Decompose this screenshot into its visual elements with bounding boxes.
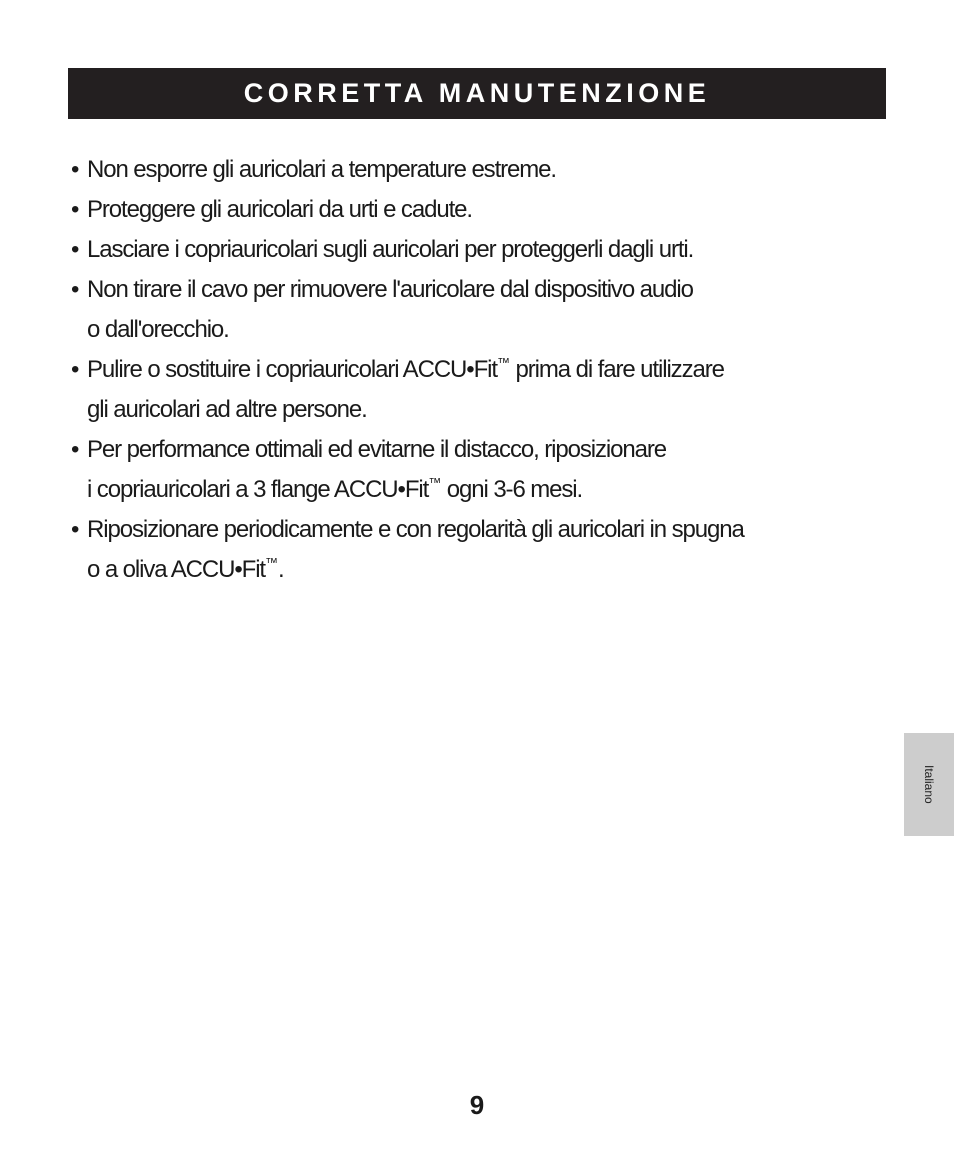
text-segment: Pulire o sostituire i copriauricolari ACCU•Fit xyxy=(87,356,497,383)
list-item xyxy=(71,190,851,230)
list-item-text xyxy=(87,550,851,590)
bullet-icon: • xyxy=(71,436,79,463)
bullet-icon: • xyxy=(71,236,79,263)
list-item-text: Per performance ottimali ed evitarne il distacco, riposizionare xyxy=(87,436,666,463)
list-item-text xyxy=(87,470,851,510)
language-tab-label: Italiano xyxy=(922,765,936,804)
text-segment: ogni 3-6 mesi. xyxy=(441,476,583,503)
list-item xyxy=(71,150,851,190)
list-item-text: o dall'orecchio. xyxy=(87,316,229,343)
section-header xyxy=(68,68,886,119)
bullet-icon: • xyxy=(71,356,79,383)
page-number: 9 xyxy=(469,1090,485,1120)
list-item-text: gli auricolari ad altre persone. xyxy=(87,396,367,423)
list-item-text: Riposizionare periodicamente e con regolarità gli auricolari in spugna xyxy=(87,516,744,543)
text-segment: i copriauricolari a 3 flange ACCU•Fit xyxy=(87,476,429,503)
trademark-symbol: ™ xyxy=(496,355,510,370)
list-item-text xyxy=(87,350,851,390)
list-item-text: Non tirare il cavo per rimuovere l'auricolare dal dispositivo audio xyxy=(87,276,693,303)
bullet-icon: • xyxy=(71,196,79,223)
section-title: CORRETTA MANUTENZIONE xyxy=(243,78,711,108)
list-item-text: Lasciare i copriauricolari sugli auricolari per proteggerli dagli urti. xyxy=(87,236,694,263)
bullet-icon: • xyxy=(71,276,79,303)
list-item-text: Proteggere gli auricolari da urti e cadute. xyxy=(87,196,472,223)
text-segment: prima di fare utilizzare xyxy=(509,356,724,383)
list-item xyxy=(71,430,851,510)
language-tab xyxy=(904,733,954,836)
list-item-text: Non esporre gli auricolari a temperature estreme. xyxy=(87,156,557,183)
text-segment: o a oliva ACCU•Fit xyxy=(87,556,266,583)
list-item xyxy=(71,350,851,430)
trademark-symbol: ™ xyxy=(428,475,442,490)
text-segment: . xyxy=(278,556,284,583)
bullet-icon: • xyxy=(71,156,79,183)
trademark-symbol: ™ xyxy=(265,555,279,570)
list-item xyxy=(71,270,851,350)
maintenance-list xyxy=(71,150,851,590)
bullet-icon: • xyxy=(71,516,79,543)
list-item xyxy=(71,510,851,590)
list-item xyxy=(71,230,851,270)
